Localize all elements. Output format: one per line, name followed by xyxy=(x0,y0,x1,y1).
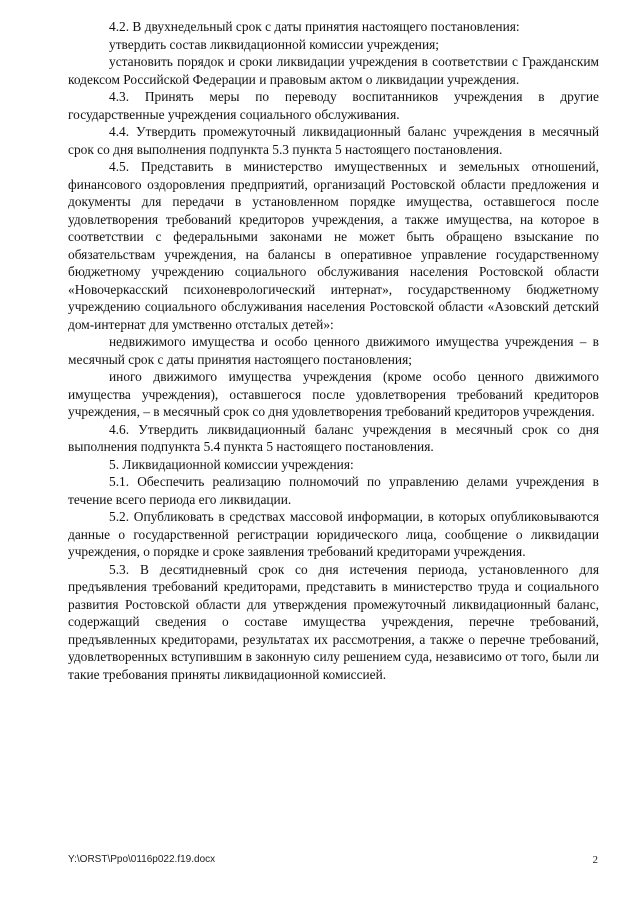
footer-page-number: 2 xyxy=(592,854,598,866)
paragraph-5-3: 5.3. В десятидневный срок со дня истечения периода, установленного для предъявления требований кредиторами, представить в министерство труда и социального развития Ростовской области для утверждения промежуточный ликвидационный баланс, содержащий сведения о составе имущества учреждения, перечне требований, предъявленных кредиторами, результатах их рассмотрения, а также о перечне требований, удовлетворенных вступившим в законную силу решением суда, независимо от того, были ли такие требования приняты ликвидационной комиссией. xyxy=(68,561,599,682)
paragraph-5-1: 5.1. Обеспечить реализацию полномочий по управлению делами учреждения в течение всего периода его ликвидации. xyxy=(68,474,599,507)
paragraph-4-2: 4.2. В двухнедельный срок с даты принятия настоящего постановления: xyxy=(109,19,520,34)
paragraph-5-2: 5.2. Опубликовать в средствах массовой информации, в которых опубликовываются данные о государственной регистрации юридического лица, сообщение о ликвидации учреждения, о порядке и сроке заявления требований кредиторами учреждения. xyxy=(68,509,599,559)
document-body xyxy=(68,18,599,683)
paragraph-4-5-item-1: недвижимого имущества и особо ценного движимого имущества учреждения – в месячный срок с даты принятия настоящего постановления; xyxy=(68,334,599,367)
paragraph-4-4: 4.4. Утвердить промежуточный ликвидационный баланс учреждения в месячный срок со дня выполнения подпункта 5.3 пункта 5 настоящего постановления. xyxy=(68,124,599,157)
footer-file-path: Y:\ORST\Ppo\0116p022.f19.docx xyxy=(68,854,216,865)
paragraph-4-2-item-2: установить порядок и сроки ликвидации учреждения в соответствии с Гражданским кодексом Российской Федерации и правовым актом о ликвидации учреждения. xyxy=(68,54,599,87)
paragraph-4-5: 4.5. Представить в министерство имущественных и земельных отношений, финансового оздоровления предприятий, организаций Ростовской области предложения и документы для передачи в установленном порядке имущества, оставшегося после удовлетворения требований кредиторов учреждения, а также имущества, на которое в соответствии с федеральными законами не может быть обращено взыскание по обязательствам учреждения, на балансы в оперативное управление государственному бюджетному учреждению социального обслуживания населения Ростовской области «Новочеркасский психоневрологический интернат», государственному бюджетному учреждению социального обслуживания населения Ростовской области «Азовский детский дом-интернат для умственно отсталых детей»: xyxy=(68,159,599,332)
paragraph-4-3: 4.3. Принять меры по переводу воспитанников учреждения в другие государственные учреждения социального обслуживания. xyxy=(68,89,599,122)
paragraph-5: 5. Ликвидационной комиссии учреждения: xyxy=(109,456,354,472)
paragraph-4-5-item-2: иного движимого имущества учреждения (кроме особо ценного движимого имущества учреждения), оставшегося после удовлетворения требований кредиторов учреждения, – в месячный срок со дня удовлетворения требований кредиторов учреждения. xyxy=(68,369,599,419)
paragraph-4-6: 4.6. Утвердить ликвидационный баланс учреждения в месячный срок со дня выполнения подпункта 5.4 пункта 5 настоящего постановления. xyxy=(68,421,599,454)
paragraph-4-2-item-1: утвердить состав ликвидационной комиссии учреждения; xyxy=(109,36,440,52)
